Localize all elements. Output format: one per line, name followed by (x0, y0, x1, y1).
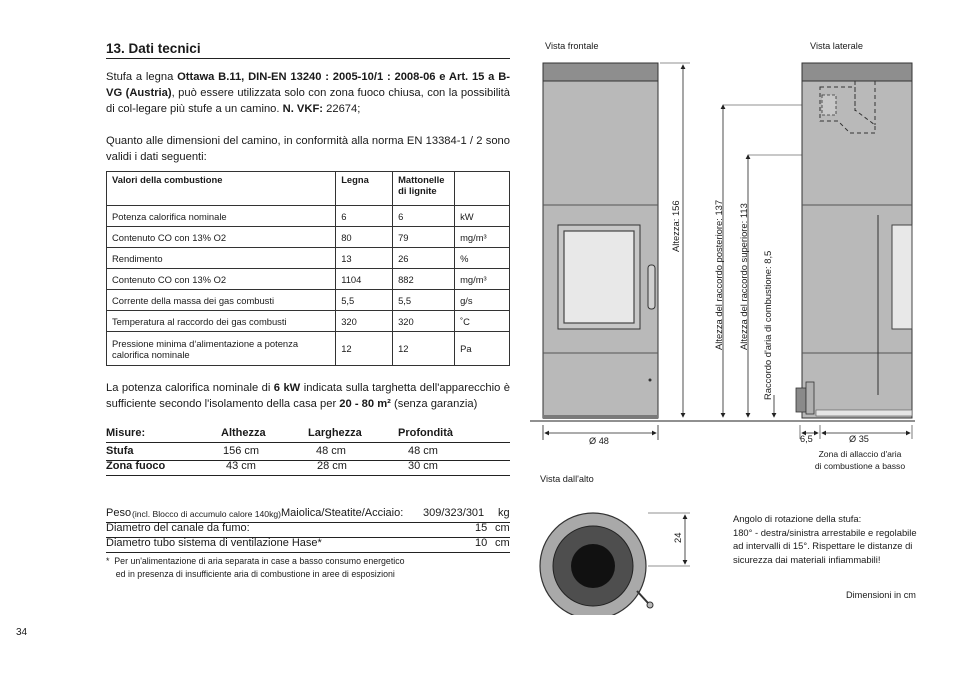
front-top-plate (543, 63, 658, 81)
top-flue (571, 544, 615, 588)
table-row: Temperatura al raccordo dei gas combusti 320 320 ˚C (107, 311, 510, 332)
air-zone-label: Zona di allaccio d'aria di combustione a basso (814, 449, 906, 471)
air-connection-label: Raccordo d'aria di combustione: 8,5 (762, 250, 773, 400)
side-view-drawing (796, 63, 912, 439)
vent-row: Diametro tubo sistema di ventilazione Hase* 10 cm (106, 537, 510, 553)
footnote: * Per un'alimentazione di aria separata in case a basso consumo energetico ed in presenza di insufficiente aria di combustione in aree di esposizioni (106, 556, 405, 579)
width-48-label: Ø 48 (589, 436, 609, 446)
dim-6-5-label: 6,5 (800, 434, 813, 444)
top-view-drawing (540, 513, 690, 615)
section-heading (106, 41, 510, 59)
height-156-label: Altezza: 156 (670, 200, 681, 252)
combustion-table (106, 171, 510, 366)
intro-paragraph: Stufa a legna Ottawa B.11, DIN-EN 13240 : 2005-10/1 : 2008-06 e Art. 15 a B-VG (Austria), può essere utilizzata solo con zona fuoco chiusa, con la possibilità di col-legare più stufe a un camino. N. VKF: 22674; (106, 71, 510, 115)
power-note: La potenza calorifica nominale di 6 kW indicata sulla targhetta dell'apparecchio è sufficiente secondo l'isolamento della casa per 20 - 80 m² (senza garanzia) (106, 382, 510, 410)
side-view-title: Vista laterale (810, 41, 863, 51)
dim-35-label: Ø 35 (849, 434, 869, 444)
front-view-title: Vista frontale (545, 41, 599, 51)
measures-block (106, 427, 510, 477)
section-title: Dati tecnici (128, 41, 201, 56)
rotation-note: Angolo di rotazione della stufa: 180° - destra/sinistra arrestabile e regolabile ad intervalli di 15°. Rispettare le distanze di sicurezza dai materiali infiammabili! (733, 513, 917, 565)
rear-connection-label: Altezza del raccordo posteriore: 137 (713, 199, 724, 350)
measures-row-stove: Stufa 156 cm 48 cm 48 cm (106, 445, 510, 461)
top-view-title: Vista dall'alto (540, 474, 594, 484)
table-row: Contenuto CO con 13% O2 80 79 mg/m³ (107, 227, 510, 248)
weight-row: Peso (incl. Blocco di accumulo calore 140kg) Maiolica/Steatite/Acciaio: 309/323/301 kg (106, 507, 510, 523)
table-row: Contenuto CO con 13% O2 1104 882 mg/m³ (107, 269, 510, 290)
table-row: Pressione minima d‘alimentazione a potenza calorifica nominale 12 12 Pa (107, 332, 510, 366)
measures-row-firebox: Zona fuoco 43 cm 28 cm 30 cm (106, 460, 510, 476)
front-glass (564, 231, 634, 323)
page-number: 34 (16, 627, 28, 638)
measures-header: Misure: Althezza Larghezza Profondità (106, 427, 510, 443)
units-note: Dimensioni in cm (846, 590, 916, 600)
section-number: 13. (106, 41, 125, 56)
depth-24-label: 24 (672, 532, 683, 543)
table-row: Potenza calorifica nominale 6 6 kW (107, 206, 510, 227)
upper-connection-label: Altezza del raccordo superiore: 113 (738, 203, 749, 350)
front-view-drawing (543, 63, 690, 440)
flue-row: Diametro del canale da fumo: 15 cm (106, 522, 510, 538)
chimney-paragraph: Quanto alle dimensioni del camino, in conformità alla norma EN 13384-1 / 2 sono validi i dati seguenti: (106, 135, 510, 163)
table-row: Corrente della massa dei gas combusti 5,5 5,5 g/s (107, 290, 510, 311)
table-header-row: Valori della combustione Legna Mattonelle di lignite (107, 172, 510, 206)
weights-block (106, 507, 510, 553)
table-row: Rendimento 13 26 % (107, 248, 510, 269)
door-handle (648, 265, 655, 309)
